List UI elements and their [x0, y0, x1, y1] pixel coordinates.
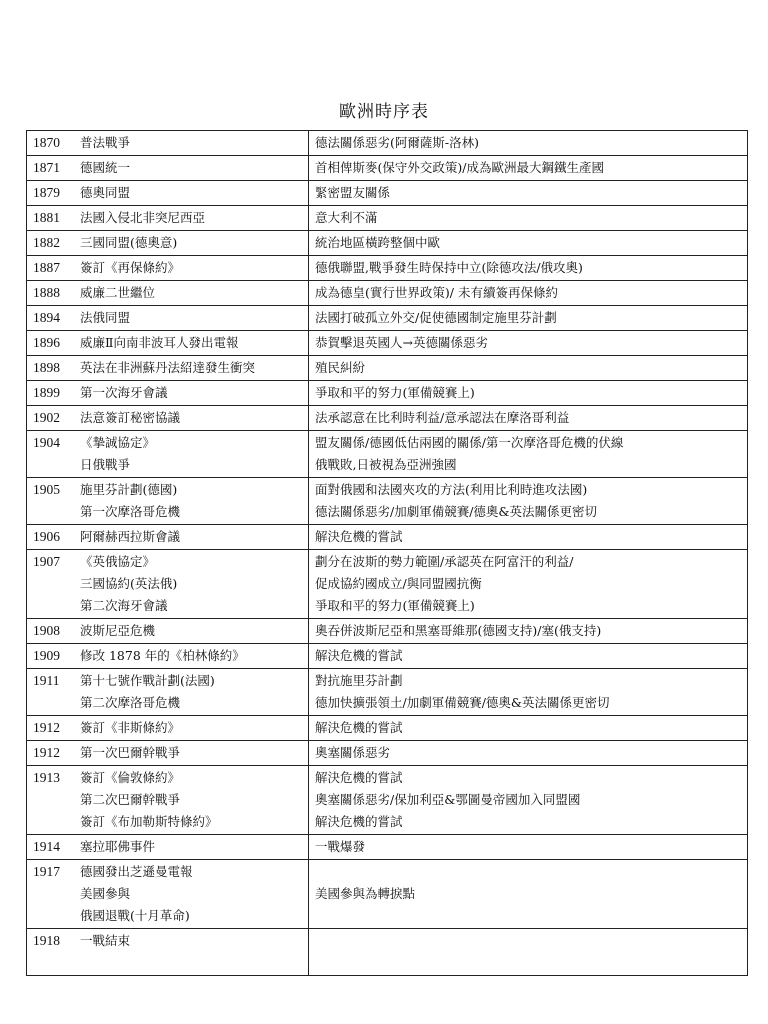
- table-row: [27, 860, 748, 929]
- event-text: 一戰結束: [80, 933, 131, 948]
- year-label: 1896: [33, 335, 60, 350]
- event-text: 《英俄協定》: [80, 554, 156, 569]
- consequence-cell: [309, 206, 748, 231]
- table-row: [27, 281, 748, 306]
- year-label: 1909: [33, 648, 60, 663]
- consequence-text: 首相俾斯麥(保守外交政策)/成為歐洲最大鋼鐵生產國: [315, 160, 604, 175]
- event-text: 簽訂《倫敦條約》: [80, 770, 181, 785]
- event-text: 第十七號作戰計劃(法國): [80, 673, 215, 688]
- event-line: [33, 883, 302, 905]
- consequence-text: 德法關係惡劣(阿爾薩斯-洛林): [315, 135, 479, 150]
- table-row: [27, 156, 748, 181]
- event-cell: [27, 256, 309, 281]
- consequence-cell: [309, 231, 748, 256]
- consequence-cell: [309, 181, 748, 206]
- table-row: [27, 478, 748, 525]
- event-line: [33, 573, 302, 595]
- consequence-text: 奧吞併波斯尼亞和黑塞哥維那(德國支持)/塞(俄支持): [315, 623, 602, 638]
- event-cell: [27, 478, 309, 525]
- event-text: 德奧同盟: [80, 185, 131, 200]
- event-cell: [27, 131, 309, 156]
- consequence-text: 解決危機的嘗試: [315, 814, 403, 829]
- event-text: 三國同盟(德奧意): [80, 235, 178, 250]
- consequence-text: 解決危機的嘗試: [315, 648, 403, 663]
- year-label: 1918: [33, 933, 60, 948]
- event-cell: [27, 406, 309, 431]
- consequence-cell: [309, 381, 748, 406]
- year-label: 1871: [33, 160, 60, 175]
- consequence-cell: [309, 281, 748, 306]
- year-label: 1907: [33, 554, 60, 569]
- event-cell: [27, 860, 309, 929]
- table-row: [27, 331, 748, 356]
- consequence-text: [315, 905, 741, 927]
- year-label: 1911: [33, 673, 60, 688]
- consequence-cell: [309, 331, 748, 356]
- event-text: 普法戰爭: [80, 135, 131, 150]
- event-cell: [27, 525, 309, 550]
- event-text: 簽訂《布加勒斯特條約》: [80, 814, 218, 829]
- consequence-text: [315, 861, 741, 883]
- consequence-text: 解決危機的嘗試: [315, 770, 403, 785]
- event-text: 施里芬計劃(德國): [80, 482, 178, 497]
- year-label: 1905: [33, 482, 60, 497]
- consequence-text: 促成協約國成立/與同盟國抗衡: [315, 576, 482, 591]
- event-line: [33, 717, 302, 739]
- event-cell: [27, 766, 309, 835]
- consequence-cell: [309, 525, 748, 550]
- event-text: 第一次巴爾幹戰爭: [80, 745, 181, 760]
- consequence-text: 解決危機的嘗試: [315, 720, 403, 735]
- consequence-text: 德加快擴張領土/加劇軍備競賽/德奧&英法關係更密切: [315, 695, 610, 710]
- table-row: [27, 231, 748, 256]
- year-label: [33, 595, 80, 617]
- event-line: [33, 670, 302, 692]
- year-label: [33, 789, 80, 811]
- year-label: 1899: [33, 385, 60, 400]
- event-cell: [27, 281, 309, 306]
- event-line: [33, 232, 302, 254]
- event-text: 第一次摩洛哥危機: [80, 504, 181, 519]
- event-cell: [27, 619, 309, 644]
- year-label: [33, 573, 80, 595]
- table-row: [27, 131, 748, 156]
- event-text: 威廉二世繼位: [80, 285, 156, 300]
- consequence-text: 劃分在波斯的勢力範圍/承認英在阿富汗的利益/: [315, 554, 574, 569]
- table-row: [27, 525, 748, 550]
- event-line: [33, 905, 302, 927]
- table-row: [27, 356, 748, 381]
- year-label: 1879: [33, 185, 60, 200]
- consequence-cell: [309, 929, 748, 976]
- event-text: 法意簽訂秘密協議: [80, 410, 181, 425]
- event-line: [33, 132, 302, 154]
- year-label: 1888: [33, 285, 60, 300]
- consequence-cell: [309, 156, 748, 181]
- event-cell: [27, 644, 309, 669]
- event-text: 修改 1878 年的《柏林條約》: [80, 648, 245, 663]
- year-label: 1902: [33, 410, 60, 425]
- event-line: [33, 692, 302, 714]
- consequence-text: 解決危機的嘗試: [315, 529, 403, 544]
- event-text: 阿爾赫西拉斯會議: [80, 529, 181, 544]
- event-text: 塞拉耶佛事件: [80, 839, 156, 854]
- event-text: 德國統一: [80, 160, 131, 175]
- year-label: 1917: [33, 864, 60, 879]
- event-line: [33, 282, 302, 304]
- year-label: 1887: [33, 260, 60, 275]
- event-line: [33, 407, 302, 429]
- year-label: 1908: [33, 623, 60, 638]
- event-text: 德國發出芝遜曼電報: [80, 864, 193, 879]
- consequence-cell: [309, 619, 748, 644]
- event-line: [33, 332, 302, 354]
- consequence-cell: [309, 406, 748, 431]
- event-line: [33, 836, 302, 858]
- table-row: [27, 431, 748, 478]
- event-line: [33, 307, 302, 329]
- event-text: 《摯誠協定》: [80, 435, 156, 450]
- consequence-cell: [309, 306, 748, 331]
- year-label: 1912: [33, 720, 60, 735]
- consequence-text: 盟友關係/德國低估兩國的關係/第一次摩洛哥危機的伏線: [315, 435, 624, 450]
- event-text: 簽訂《再保條約》: [80, 260, 181, 275]
- table-row: [27, 766, 748, 835]
- consequence-text: 爭取和平的努力(軍備競賽上): [315, 385, 475, 400]
- event-line: [33, 454, 302, 476]
- event-text: 第二次巴爾幹戰爭: [80, 792, 181, 807]
- table-row: [27, 306, 748, 331]
- consequence-text: 面對俄國和法國夾攻的方法(利用比利時進攻法國): [315, 482, 588, 497]
- table-row: [27, 406, 748, 431]
- table-row: [27, 206, 748, 231]
- event-line: [33, 207, 302, 229]
- event-line: [33, 767, 302, 789]
- consequence-cell: [309, 741, 748, 766]
- event-text: 法俄同盟: [80, 310, 131, 325]
- event-cell: [27, 181, 309, 206]
- event-text: 第一次海牙會議: [80, 385, 168, 400]
- year-label: 1912: [33, 745, 60, 760]
- event-line: [33, 861, 302, 883]
- event-text: 簽訂《非斯條約》: [80, 720, 181, 735]
- event-line: [33, 357, 302, 379]
- year-label: [33, 905, 80, 927]
- year-label: [33, 811, 80, 833]
- table-row: [27, 929, 748, 976]
- consequence-text: 一戰爆發: [315, 839, 366, 854]
- event-cell: [27, 356, 309, 381]
- event-cell: [27, 929, 309, 976]
- event-line: [33, 257, 302, 279]
- event-text: 美國參與: [80, 886, 131, 901]
- consequence-text: 俄戰敗,日被視為亞洲強國: [315, 457, 457, 472]
- consequence-text: 緊密盟友關係: [315, 185, 391, 200]
- consequence-text: 殖民糾紛: [315, 360, 366, 375]
- consequence-cell: [309, 131, 748, 156]
- consequence-text: 成為德皇(實行世界政策)/ 未有續簽再保條約: [315, 285, 558, 300]
- year-label: 1881: [33, 210, 60, 225]
- table-row: [27, 644, 748, 669]
- timeline-body: [27, 131, 748, 976]
- table-row: [27, 835, 748, 860]
- event-text: 第二次摩洛哥危機: [80, 695, 181, 710]
- consequence-text: 統治地區橫跨整個中歐: [315, 235, 441, 250]
- event-cell: [27, 331, 309, 356]
- consequence-cell: [309, 256, 748, 281]
- year-label: 1906: [33, 529, 60, 544]
- event-line: [33, 157, 302, 179]
- year-label: 1914: [33, 839, 60, 854]
- table-row: [27, 669, 748, 716]
- event-line: [33, 811, 302, 833]
- event-line: [33, 645, 302, 667]
- year-label: [33, 454, 80, 476]
- table-row: [27, 550, 748, 619]
- consequence-cell: [309, 431, 748, 478]
- year-label: [33, 501, 80, 523]
- consequence-text: 法承認意在比利時利益/意承認法在摩洛哥利益: [315, 410, 570, 425]
- event-line: [33, 620, 302, 642]
- year-label: 1898: [33, 360, 60, 375]
- consequence-cell: [309, 716, 748, 741]
- event-text: 波斯尼亞危機: [80, 623, 156, 638]
- consequence-cell: [309, 644, 748, 669]
- year-label: [33, 692, 80, 714]
- event-line: [33, 595, 302, 617]
- consequence-text: 意大利不滿: [315, 210, 378, 225]
- event-line: [33, 742, 302, 764]
- event-line: [33, 501, 302, 523]
- event-cell: [27, 431, 309, 478]
- consequence-text: 德法關係惡劣/加劇軍備競賽/德奧&英法關係更密切: [315, 504, 598, 519]
- consequence-text: 恭賀擊退英國人→英德關係惡劣: [315, 335, 488, 350]
- table-row: [27, 741, 748, 766]
- table-row: [27, 716, 748, 741]
- event-line: [33, 526, 302, 548]
- event-cell: [27, 669, 309, 716]
- consequence-text: 奧塞關係惡劣: [315, 745, 391, 760]
- table-row: [27, 619, 748, 644]
- event-line: [33, 551, 302, 573]
- event-text: 法國入侵北非突尼西亞: [80, 210, 206, 225]
- event-line: [33, 930, 302, 952]
- event-line: [33, 432, 302, 454]
- consequence-text: 德俄聯盟,戰爭發生時保持中立(除德攻法/俄攻奧): [315, 260, 583, 275]
- consequence-text: 對抗施里芬計劃: [315, 673, 403, 688]
- page-title: 歐洲時序表: [339, 102, 429, 122]
- event-line: [33, 479, 302, 501]
- event-text: 英法在非洲蘇丹法紹達發生衝突: [80, 360, 256, 375]
- event-cell: [27, 156, 309, 181]
- event-cell: [27, 716, 309, 741]
- year-label: 1894: [33, 310, 60, 325]
- event-text: 第二次海牙會議: [80, 598, 168, 613]
- event-cell: [27, 306, 309, 331]
- consequence-text: 美國參與為轉捩點: [315, 886, 416, 901]
- event-text: 威廉Ⅱ向南非波耳人發出電報: [80, 335, 239, 350]
- event-text: 日俄戰爭: [80, 457, 131, 472]
- event-text: 俄國退戰(十月革命): [80, 908, 190, 923]
- consequence-cell: [309, 356, 748, 381]
- year-label: 1904: [33, 435, 60, 450]
- consequence-cell: [309, 766, 748, 835]
- consequence-text: [315, 930, 741, 952]
- event-cell: [27, 381, 309, 406]
- consequence-text: 爭取和平的努力(軍備競賽上): [315, 598, 475, 613]
- year-label: 1882: [33, 235, 60, 250]
- consequence-cell: [309, 835, 748, 860]
- table-row: [27, 381, 748, 406]
- consequence-text: 法國打破孤立外交/促使德國制定施里芬計劃: [315, 310, 557, 325]
- event-cell: [27, 835, 309, 860]
- timeline-table: [26, 130, 748, 976]
- table-row: [27, 256, 748, 281]
- event-cell: [27, 206, 309, 231]
- consequence-cell: [309, 478, 748, 525]
- consequence-cell: [309, 860, 748, 929]
- consequence-text: 奧塞關係惡劣/保加利亞&鄂圖曼帝國加入同盟國: [315, 792, 581, 807]
- year-label: [33, 883, 80, 905]
- event-line: [33, 382, 302, 404]
- year-label: 1913: [33, 770, 60, 785]
- event-cell: [27, 231, 309, 256]
- event-cell: [27, 550, 309, 619]
- consequence-cell: [309, 550, 748, 619]
- year-label: 1870: [33, 135, 60, 150]
- event-cell: [27, 741, 309, 766]
- table-row: [27, 181, 748, 206]
- event-text: 三國協約(英法俄): [80, 576, 178, 591]
- consequence-cell: [309, 669, 748, 716]
- event-line: [33, 789, 302, 811]
- event-line: [33, 182, 302, 204]
